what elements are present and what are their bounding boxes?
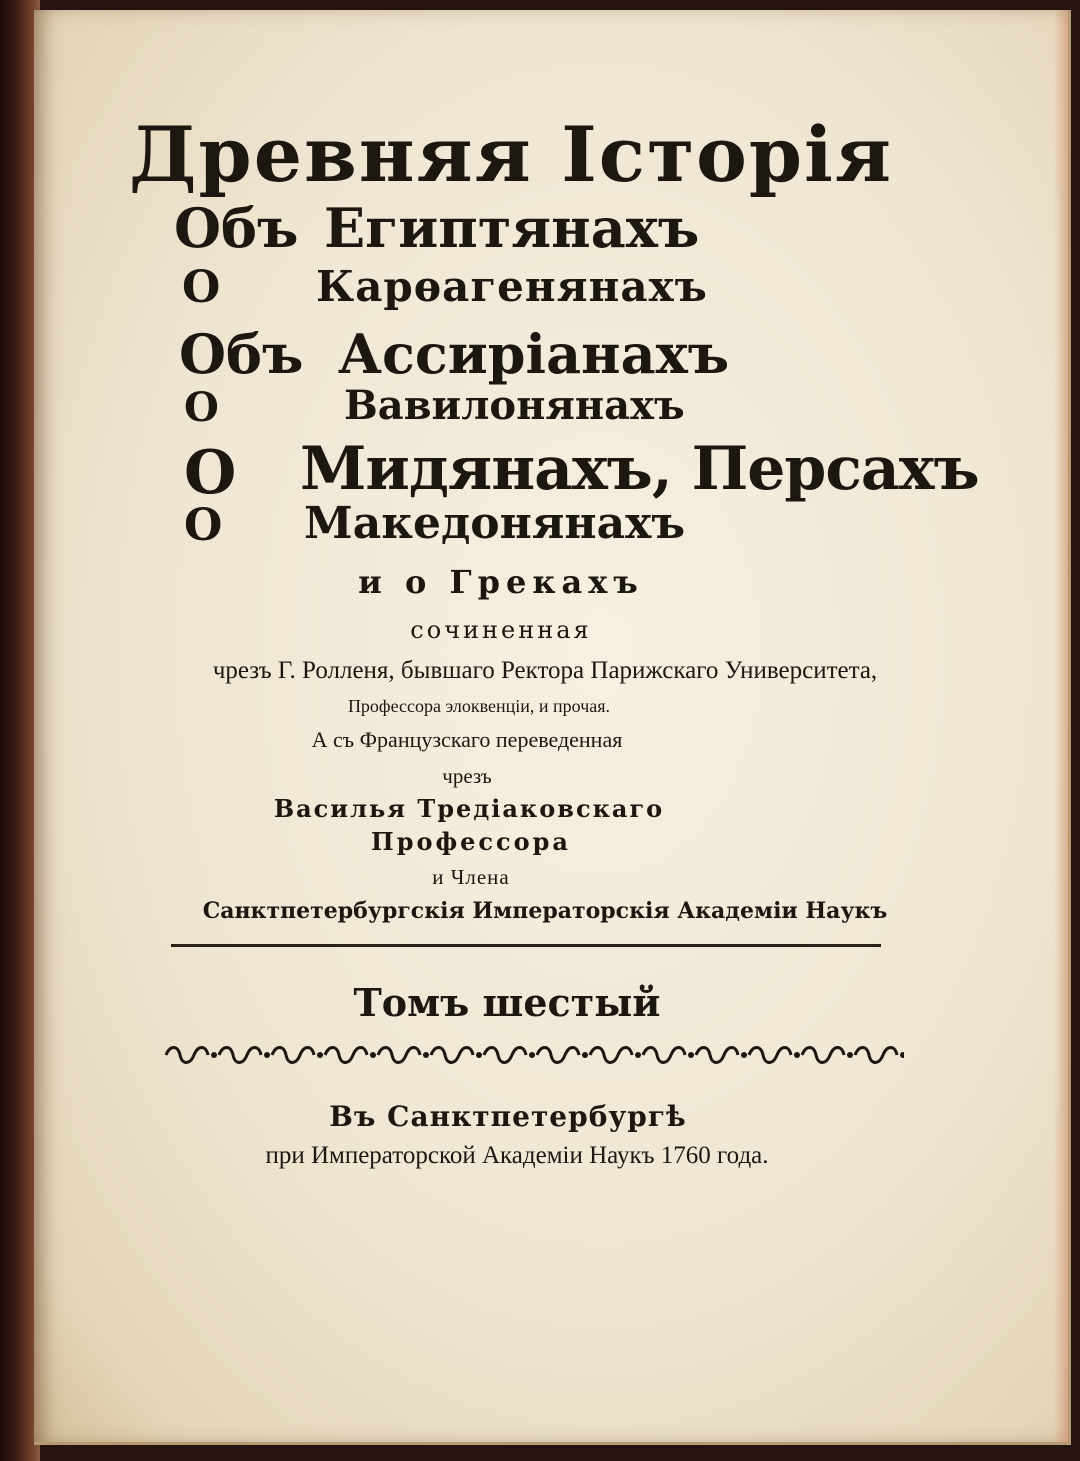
horizontal-rule xyxy=(171,944,881,947)
ornament-dot xyxy=(688,1052,694,1058)
ornament-scroll xyxy=(166,1048,208,1063)
page-edge-stain xyxy=(1054,10,1068,1442)
ornament-dot xyxy=(741,1052,747,1058)
member-line: и Члена xyxy=(432,865,510,889)
ornament-scroll xyxy=(802,1048,844,1063)
ornament-scroll xyxy=(378,1048,420,1063)
translator-name: Василья Тредіаковскаго xyxy=(273,794,665,823)
people-line-5-name: Мидянахъ, Персахъ xyxy=(300,434,979,504)
ornament-dot xyxy=(635,1052,641,1058)
people-line-2-name: Карѳагенянахъ xyxy=(316,262,708,311)
author-line: чрезъ Г. Ролленя, бывшаго Ректора Парижскаго Университета, xyxy=(212,657,878,684)
people-line-5-prefix: О xyxy=(184,438,237,508)
ornament-dot xyxy=(211,1052,217,1058)
translator-title: Профессора xyxy=(371,827,571,856)
people-line-4-prefix: О xyxy=(184,384,219,431)
people-line-4-name: Вавилонянахъ xyxy=(344,382,685,429)
people-line-1-prefix: Объ xyxy=(174,196,299,260)
ornament-scroll xyxy=(643,1048,685,1063)
through-line: чрезъ xyxy=(442,764,492,788)
ornament-scroll xyxy=(272,1048,314,1063)
academy-line: Санктпетербургскія Императорскія Академіи Наукъ xyxy=(202,898,888,924)
people-line-6-name: Македонянахъ xyxy=(304,498,686,549)
volume-title: Томъ шестый xyxy=(353,980,661,1025)
people-line-3-name: Ассиріанахъ xyxy=(338,322,730,386)
ornament-scroll xyxy=(590,1048,632,1063)
and-greeks-line: и о Грекахъ xyxy=(358,563,644,601)
ornament-scroll xyxy=(537,1048,579,1063)
ornament-dot xyxy=(794,1052,800,1058)
ornament-scroll xyxy=(484,1048,526,1063)
people-line-1-name: Египтянахъ xyxy=(324,196,700,260)
ornament-dot xyxy=(317,1052,323,1058)
ornament-dot xyxy=(582,1052,588,1058)
ornament-dot xyxy=(847,1052,853,1058)
ornament-dot xyxy=(423,1052,429,1058)
people-line-3-prefix: Объ xyxy=(179,322,304,386)
people-line-6-prefix: О xyxy=(184,500,223,551)
ornament-dot xyxy=(370,1052,376,1058)
ornament-dot xyxy=(900,1052,904,1058)
ornament-scroll xyxy=(696,1048,738,1063)
main-title: Древняя Історія xyxy=(128,110,894,199)
author-titles-line: Профессора элоквенціи, и прочая. xyxy=(347,696,611,716)
ornament-scroll xyxy=(749,1048,791,1063)
composed-line: сочиненная xyxy=(410,616,592,644)
ornament-scroll xyxy=(219,1048,261,1063)
people-line-2-prefix: О xyxy=(182,262,221,313)
imprint-line: при Императорской Академіи Наукъ 1760 года. xyxy=(265,1142,769,1169)
ornament-scroll xyxy=(431,1048,473,1063)
ornament-dot xyxy=(264,1052,270,1058)
ornament-scroll xyxy=(855,1048,897,1063)
ornament-dot xyxy=(529,1052,535,1058)
translated-line: А съ Французскаго переведенная xyxy=(311,727,623,752)
ornament-scroll xyxy=(325,1048,367,1063)
ornament-dot xyxy=(476,1052,482,1058)
city-line: Въ Санктпетербургѣ xyxy=(329,1100,687,1133)
title-page xyxy=(34,10,1071,1445)
ornament-band xyxy=(158,1042,904,1068)
